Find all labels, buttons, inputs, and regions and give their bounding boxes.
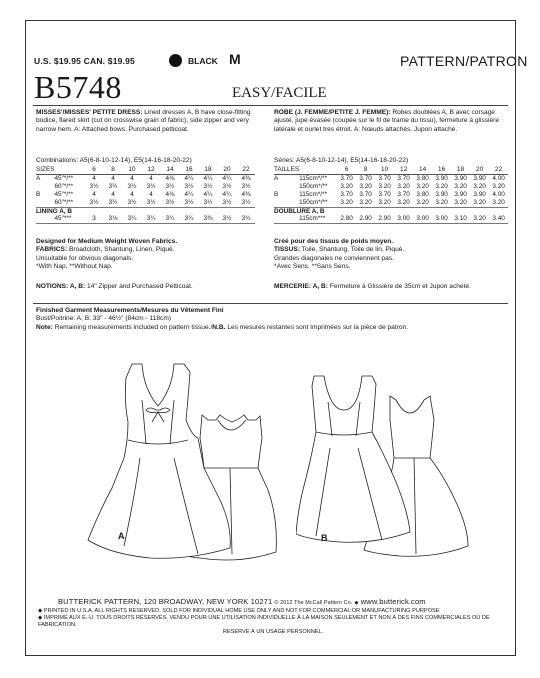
table-cell: TAILLES — [274, 166, 300, 173]
note-text: Remaining measurements included on pattern tissue./ — [52, 323, 213, 331]
table-cell: A — [274, 174, 279, 182]
fabrics-fr-list: Toile, Shantung, Toile de lin, Piqué. — [300, 246, 405, 254]
table-cell: 3.70 — [397, 190, 410, 198]
table-cell: 2.90 — [375, 215, 394, 223]
table-cell: B — [36, 190, 41, 198]
designed-fr: Créé pour des tissus de poids moyen. — [274, 238, 394, 245]
table-cell: 3½ — [89, 182, 99, 190]
table-cell: 3.90 — [473, 174, 486, 182]
table-cell: 4¼ — [203, 190, 213, 198]
table-cell: 20 — [470, 166, 489, 174]
table-cell: 3½ — [146, 182, 156, 190]
table-cell: 3.00 — [394, 215, 413, 223]
table-cell: 6 — [337, 166, 356, 174]
figure-b-label: B — [321, 533, 328, 543]
table-cell: 3½ — [236, 199, 255, 207]
printed-en: PRINTED IN U.S.A. ALL RIGHTS RESERVED. SOLD FOR INDIVIDUAL HOME USE ONLY AND NOT FOR COMMERCIAL OR MANUFACTURING PURPOSE — [43, 608, 440, 614]
table-cell — [36, 199, 54, 207]
table-cell: 2.90 — [356, 215, 375, 223]
table-cell: 3.20 — [378, 182, 391, 190]
table-cell: 115cm*/** — [299, 174, 328, 182]
table-cell: 60"*/** — [54, 199, 84, 207]
nb-text: Les mesures restantes sont Imprimées sur la pièce de patron. — [225, 323, 408, 331]
fabrics-en-list: Broadcloth, Shantung, Linen, Piqué. — [67, 246, 175, 254]
table-cell: 115cm*/** — [299, 190, 328, 198]
table-cell: 3 — [84, 215, 103, 223]
table-header-row — [274, 166, 508, 174]
table-cell: 4 — [92, 174, 96, 182]
table-cell: 3½ — [160, 199, 179, 207]
table-cell: 22 — [489, 166, 508, 174]
measurements-title: Finished Garment Measurements/Mesures du Vêtement Fini — [36, 307, 224, 314]
yardage-table-en — [36, 166, 255, 224]
table-cell: 4 — [111, 174, 115, 182]
table-cell: 4¼ — [222, 174, 232, 182]
table-cell: 18 — [451, 166, 470, 174]
nb-label: N.B. — [212, 323, 226, 331]
table-cell: 3.70 — [378, 190, 391, 198]
table-cell: SIZES — [36, 166, 55, 173]
notions-rule — [33, 303, 508, 304]
unsuitable-fr: Grandes diagonales ne conviennent pas. — [274, 254, 394, 262]
table-cell: 3½ — [141, 199, 160, 207]
table-cell: 12 — [141, 166, 160, 174]
company-address: BUTTERICK PATTERN, 120 BROADWAY, NEW YORK 10271 — [58, 597, 273, 606]
table-cell: 20 — [217, 166, 236, 174]
table-cell: 4.00 — [492, 190, 505, 198]
table-cell: 3½ — [84, 199, 103, 207]
description-en-title: MISSES'/MISSES' PETITE DRESS: — [36, 109, 143, 116]
table-cell: 3½ — [241, 182, 251, 190]
table-cell: 3¼ — [179, 215, 198, 223]
table-cell: 4⅜ — [241, 174, 251, 182]
table-cell — [274, 183, 299, 191]
lining-label: DOUBLURE A, B — [274, 207, 325, 215]
table-cell: 4.00 — [492, 174, 505, 182]
table-cell: 3.20 — [340, 182, 353, 190]
table-cell: 3.20 — [337, 199, 356, 207]
table-cell — [274, 215, 299, 223]
notions-en-label: NOTIONS: A, B: — [36, 283, 86, 290]
table-cell: 6 — [84, 166, 103, 174]
table-cell: 12 — [394, 166, 413, 174]
table-cell: 3.20 — [451, 199, 470, 207]
table-cell: 3.20 — [394, 199, 413, 207]
website: www.butterick.com — [360, 597, 426, 606]
table-cell: 3.70 — [359, 174, 372, 182]
diamond-icon-3: ◆ — [38, 615, 43, 621]
table-cell: 45"*/** — [54, 174, 74, 182]
table-cell: 3.20 — [416, 182, 429, 190]
table-cell: 3.80 — [416, 174, 429, 182]
table-cell: 3.90 — [435, 190, 448, 198]
table-cell: 60"*/** — [54, 182, 74, 190]
table-row — [36, 183, 255, 191]
easy-label: EASY/FACILE — [232, 85, 327, 101]
table-row — [36, 191, 255, 199]
table-cell: 4 — [149, 190, 153, 198]
table-cell: 3½ — [217, 215, 236, 223]
table-row — [274, 191, 508, 199]
table-cell — [274, 199, 299, 207]
table-cell: 3½ — [179, 199, 198, 207]
table-cell: 4¼ — [203, 174, 213, 182]
table-cell: 3½ — [198, 199, 217, 207]
notions-fr — [274, 283, 506, 291]
table-cell: 3.20 — [470, 199, 489, 207]
table-cell: B — [274, 190, 279, 198]
fabrics-en — [36, 238, 264, 271]
table-cell: 4 — [130, 190, 134, 198]
table-cell: 3.70 — [359, 190, 372, 198]
table-cell: 10 — [122, 166, 141, 174]
table-cell: 3.90 — [473, 190, 486, 198]
table-cell: 3.00 — [432, 215, 451, 223]
table-cell: 3.20 — [470, 215, 489, 223]
table-header-row — [36, 166, 255, 174]
table-cell: 150cm*/** — [299, 182, 328, 190]
printed-fr-1: IMPRIMÉ AUX É.-U. TOUS DROITS RÉSERVÉS. VENDU POUR UNE UTILISATION INDIVIDUELLE À LA MAISON SEULEMENT ET NON À DES FINS COMMERCIALES OU DE FABRICATION. — [38, 615, 490, 628]
table-cell: 3.70 — [378, 174, 391, 182]
designed-en: Designed for Medium Weight Woven Fabrics. — [36, 238, 178, 245]
table-cell: 3.20 — [359, 182, 372, 190]
fabrics-fr-label: TISSUS: — [274, 246, 301, 254]
table-row — [36, 215, 255, 223]
table-cell: 4¼ — [184, 174, 194, 182]
table-cell: 3.20 — [356, 199, 375, 207]
table-cell — [36, 215, 54, 223]
table-cell: 3½ — [127, 182, 137, 190]
table-cell: 8 — [103, 166, 122, 174]
description-fr — [274, 109, 506, 134]
table-cell — [36, 183, 54, 191]
table-cell: 3.20 — [492, 182, 505, 190]
table-cell: 18 — [198, 166, 217, 174]
nap-en: *With Nap. **Without Nap. — [36, 262, 113, 270]
table-cell: 4¼ — [184, 190, 194, 198]
copyright: © 2012 The McCall Pattern Co. — [274, 600, 353, 606]
note-label: Note: — [36, 323, 53, 331]
table-row — [274, 183, 508, 191]
figure-a-label: A — [118, 531, 125, 541]
table-cell: 3½ — [122, 199, 141, 207]
fabrics-fr — [274, 238, 506, 271]
color-label: BLACK — [188, 56, 218, 66]
printed-notice — [38, 608, 508, 636]
table-cell: 3.70 — [397, 174, 410, 182]
table-cell: 3¼ — [141, 215, 160, 223]
table-cell: 3¼ — [122, 215, 141, 223]
table-cell: 3.20 — [454, 182, 467, 190]
description-en-body: Lined dresses A, B have close-fitting bodice, flared skirt (cut on crosswise grain of fabric), side zipper and very narrow hem. A: Attached bows. Purchased petticoat. — [36, 109, 251, 133]
table-cell: 2.80 — [337, 215, 356, 223]
table-cell: 45"*/** — [54, 190, 74, 198]
table-cell: 16 — [432, 166, 451, 174]
table-cell: 3.20 — [397, 182, 410, 190]
table-cell: 3.20 — [432, 199, 451, 207]
table-cell — [299, 166, 337, 174]
lining-label-row — [274, 207, 508, 215]
table-row — [36, 174, 255, 182]
table-cell: 3.90 — [435, 174, 448, 182]
table-cell: 10 — [375, 166, 394, 174]
table-cell: 4⅜ — [241, 190, 251, 198]
table-cell: 16 — [179, 166, 198, 174]
table-cell: 3¼ — [160, 215, 179, 223]
table-cell: 3.40 — [489, 215, 508, 223]
table-cell: 3¾ — [236, 215, 255, 223]
table-row — [36, 199, 255, 207]
combinations-en: Combinations: A5(6-8-10-12-14), E5(14-16-18-20-22) — [36, 157, 192, 164]
description-fr-title: ROBE (J. FEMME/PETITE J. FEMME): — [274, 109, 391, 116]
color-swatch-black — [169, 54, 182, 67]
table-cell: 3.10 — [451, 215, 470, 223]
notions-fr-label: MERCERIE: A, B: — [274, 283, 328, 290]
table-cell: 3.90 — [454, 190, 467, 198]
table-cell: 3.20 — [375, 199, 394, 207]
table-cell: 3⅜ — [198, 215, 217, 223]
figure-a-drawing — [80, 340, 280, 570]
table-cell: 4⅛ — [165, 174, 175, 182]
notions-fr-text: Fermeture à Glissière de 35cm et Jupon acheté. — [327, 283, 471, 290]
printed-fr-2: RESERVE À UN USAGE PERSONNEL. — [222, 629, 324, 635]
table-cell: 45"*** — [54, 215, 84, 223]
table-cell: 3.20 — [435, 182, 448, 190]
unsuitable-en: Unsuitable for obvious diagonals. — [36, 254, 134, 262]
table-cell: 3.80 — [416, 190, 429, 198]
table-cell: 3.20 — [489, 199, 508, 207]
table-cell: 8 — [356, 166, 375, 174]
price-label: U.S. $19.95 CAN. $19.95 — [34, 56, 135, 66]
yardage-table-fr — [274, 166, 508, 224]
table-cell: 3½ — [217, 199, 236, 207]
table-cell: 3½ — [108, 182, 118, 190]
table-row — [274, 199, 508, 207]
table-cell: 3.70 — [340, 190, 353, 198]
table-cell: 3½ — [103, 199, 122, 207]
footer-company-line — [58, 597, 426, 606]
notions-en — [36, 283, 264, 291]
table-row — [274, 215, 508, 223]
table-cell: 150cm*/** — [299, 199, 337, 207]
pattern-number: B5748 — [34, 69, 122, 105]
table-cell: 3½ — [165, 182, 175, 190]
table-cell: A — [36, 174, 41, 182]
table-cell: 3½ — [203, 182, 213, 190]
size-code: M — [229, 51, 241, 67]
bust-value: 33" - 46½" (84cm - 118cm) — [90, 315, 172, 323]
notions-en-text: 14" Zipper and Purchased Petticoat. — [85, 283, 193, 290]
table-cell: 3.90 — [454, 174, 467, 182]
table-cell: 3.20 — [473, 182, 486, 190]
table-cell: 3⅛ — [103, 215, 122, 223]
table-row — [274, 174, 508, 182]
table-cell: 14 — [160, 166, 179, 174]
table-cell — [54, 166, 84, 174]
fabrics-en-label: FABRICS: — [36, 246, 68, 254]
measurements — [36, 307, 506, 332]
table-cell: 3½ — [222, 182, 232, 190]
table-cell: 4 — [130, 174, 134, 182]
combinations-fr: Séries: A5(6-8-10-12-14), E5(14-16-18-20-22) — [274, 157, 409, 164]
description-en — [36, 109, 264, 134]
table-cell: 3.70 — [340, 174, 353, 182]
header-rule — [33, 105, 508, 106]
table-cell: 3.20 — [413, 199, 432, 207]
diamond-icon: ◆ — [354, 600, 359, 606]
table-cell: 115cm*** — [299, 215, 337, 223]
table-cell: 4⅛ — [165, 190, 175, 198]
pattern-label: PATTERN/PATRON — [400, 53, 528, 69]
table-cell: 4 — [111, 190, 115, 198]
table-cell: 3.00 — [413, 215, 432, 223]
table-cell: 4¼ — [222, 190, 232, 198]
nap-fr: *Avec Sens. **Sans Sens. — [274, 262, 351, 270]
diamond-icon-2: ◆ — [38, 608, 43, 614]
table-cell: 22 — [236, 166, 255, 174]
table-cell: 14 — [413, 166, 432, 174]
description-fr-body: Robes doublées A, B avec corsage ajusté, jupe évasée (coupée sur le fil de trame du tissu), fermeture à glissière latérale et ourlet tres étroit. A: Nœuds attachés. Jupon attaché. — [274, 109, 500, 133]
bust-label: Bust/Poitrine: A, B: — [36, 315, 91, 323]
table-cell: 4 — [149, 174, 153, 182]
table-cell: 3½ — [184, 182, 194, 190]
table-cell: 4 — [92, 190, 96, 198]
lining-label: LINING A, B — [36, 207, 72, 215]
